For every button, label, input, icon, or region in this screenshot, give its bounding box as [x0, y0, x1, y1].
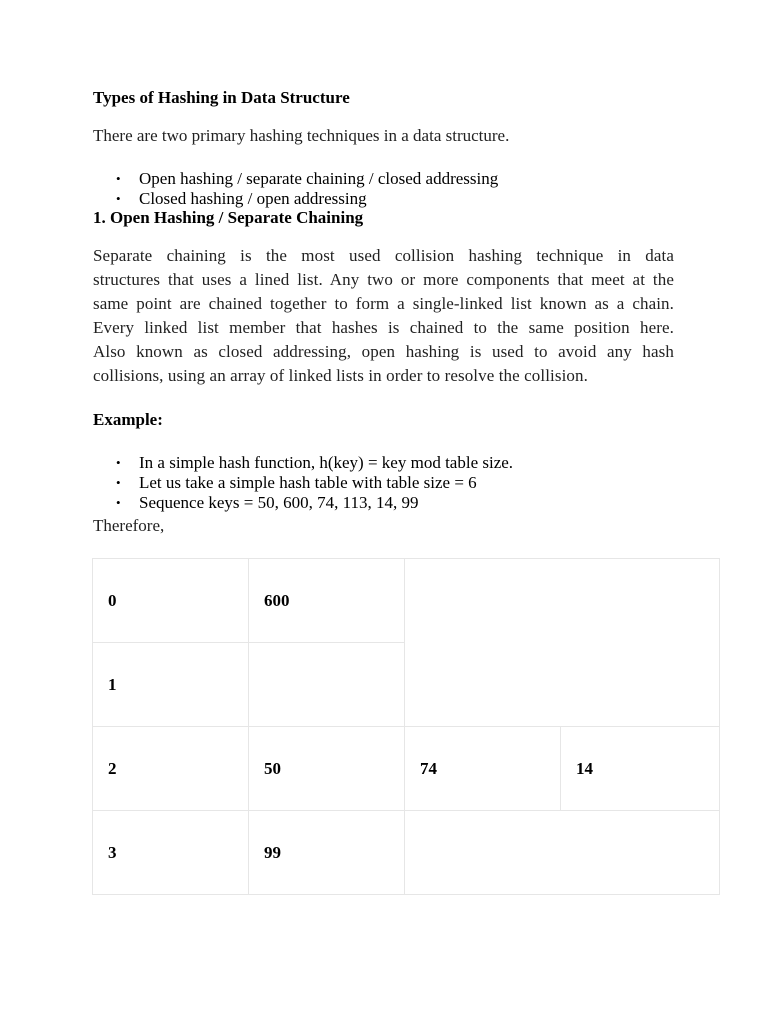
paragraph-line: structures that uses a lined list. Any two or more components that meet at the [93, 270, 674, 289]
paragraph-line: same point are chained together to form a single-linked list known as a chain. [93, 294, 674, 313]
bullet-icon: • [116, 455, 121, 470]
paragraph-line: collisions, using an array of linked lists in order to resolve the collision. [93, 366, 588, 385]
bullet-icon: • [116, 191, 121, 206]
table-cell-index: 1 [93, 643, 249, 727]
table-cell-empty [405, 559, 720, 727]
document-title: Types of Hashing in Data Structure [93, 88, 350, 107]
table-cell-value: 99 [249, 811, 405, 895]
example-heading: Example: [93, 410, 163, 429]
list-item: • Let us take a simple hash table with table size = 6 [116, 473, 477, 492]
paragraph-line: Also known as closed addressing, open hashing is used to avoid any hash [93, 342, 674, 361]
section-paragraph [93, 244, 674, 388]
table-cell-value [249, 643, 405, 727]
bullet-icon: • [116, 171, 121, 186]
table-cell-value: 74 [405, 727, 561, 811]
table-cell-value: 14 [561, 727, 720, 811]
paragraph-line: Separate chaining is the most used collision hashing technique in data [93, 246, 674, 265]
intro-paragraph: There are two primary hashing techniques in a data structure. [93, 126, 510, 145]
techniques-list [93, 169, 498, 209]
table-cell-index: 3 [93, 811, 249, 895]
list-item: • Closed hashing / open addressing [116, 189, 367, 208]
table-cell-index: 0 [93, 559, 249, 643]
table-cell-value: 50 [249, 727, 405, 811]
bullet-icon: • [116, 475, 121, 490]
bullet-icon: • [116, 495, 121, 510]
list-item: • Sequence keys = 50, 600, 74, 113, 14, 99 [116, 493, 419, 512]
list-item: • Open hashing / separate chaining / closed addressing [116, 169, 499, 188]
table-row [93, 559, 720, 643]
paragraph-line: Every linked list member that hashes is chained to the same position here. [93, 318, 674, 337]
list-item: • In a simple hash function, h(key) = key mod table size. [116, 453, 514, 472]
table-row [93, 811, 720, 895]
example-list [93, 453, 513, 513]
therefore-text: Therefore, [93, 516, 165, 535]
table-cell-empty [405, 811, 720, 895]
hash-table [92, 558, 720, 895]
table-row [93, 727, 720, 811]
table-cell-index: 2 [93, 727, 249, 811]
section-heading: 1. Open Hashing / Separate Chaining [93, 208, 364, 227]
table-cell-value: 600 [249, 559, 405, 643]
